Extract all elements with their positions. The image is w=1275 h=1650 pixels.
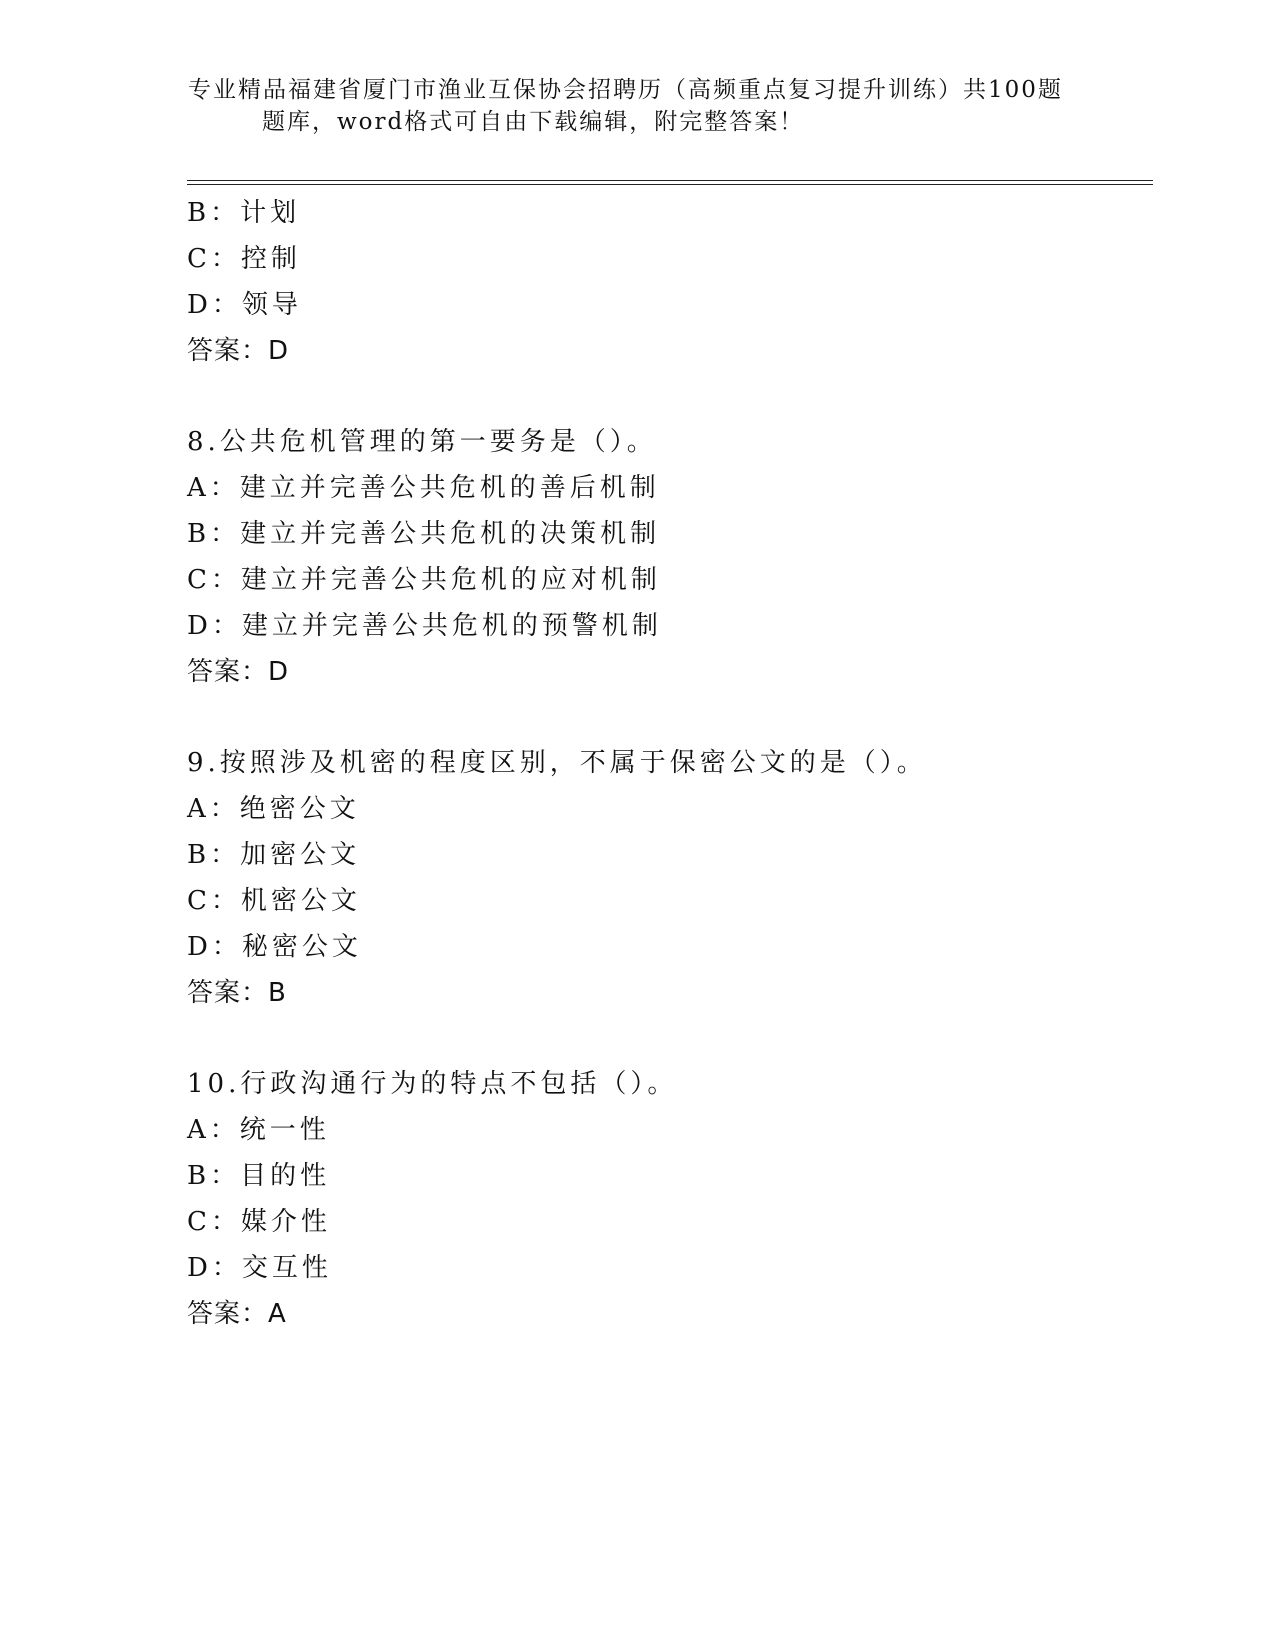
question-10 [187, 1061, 1147, 1337]
question-list [187, 190, 1147, 1337]
option-b: B：建立并完善公共危机的决策机制 [187, 519, 661, 549]
question-7-tail [187, 190, 1147, 374]
option-d: D：秘密公文 [187, 932, 362, 962]
answer-line: 答案：B [187, 978, 287, 1008]
option-d: D：交互性 [187, 1253, 332, 1283]
option-c: C：控制 [187, 244, 301, 274]
answer-line: 答案：A [187, 1299, 287, 1329]
option-c: C：建立并完善公共危机的应对机制 [187, 565, 661, 595]
option-a: A：建立并完善公共危机的善后机制 [187, 473, 660, 503]
option-b: B：加密公文 [187, 840, 361, 870]
question-9 [187, 740, 1147, 1016]
header-title-line1: 专业精品福建省厦门市渔业互保协会招聘历（高频重点复习提升训练）共100题 [188, 77, 1063, 103]
option-c: C：媒介性 [187, 1207, 331, 1237]
option-d: D：领导 [187, 290, 302, 320]
spacer [187, 695, 1147, 740]
header-title-line2: 题库，word格式可自由下载编辑，附完整答案！ [262, 109, 805, 135]
option-a: A：统一性 [187, 1115, 330, 1145]
option-d: D：建立并完善公共危机的预警机制 [187, 611, 662, 641]
option-b: B：计划 [187, 198, 301, 228]
question-8 [187, 419, 1147, 695]
spacer [187, 374, 1147, 419]
answer-line: 答案：D [187, 657, 290, 687]
spacer [187, 1016, 1147, 1061]
question-text: 9.按照涉及机密的程度区别，不属于保密公文的是（）。 [187, 748, 927, 778]
option-a: A：绝密公文 [187, 794, 360, 824]
question-text: 10.行政沟通行为的特点不包括（）。 [187, 1069, 678, 1099]
header-divider-bottom [187, 184, 1153, 185]
option-c: C：机密公文 [187, 886, 361, 916]
question-text: 8.公共危机管理的第一要务是（）。 [187, 427, 657, 457]
option-b: B：目的性 [187, 1161, 331, 1191]
header-divider-top [187, 180, 1153, 181]
answer-line: 答案：D [187, 336, 290, 366]
